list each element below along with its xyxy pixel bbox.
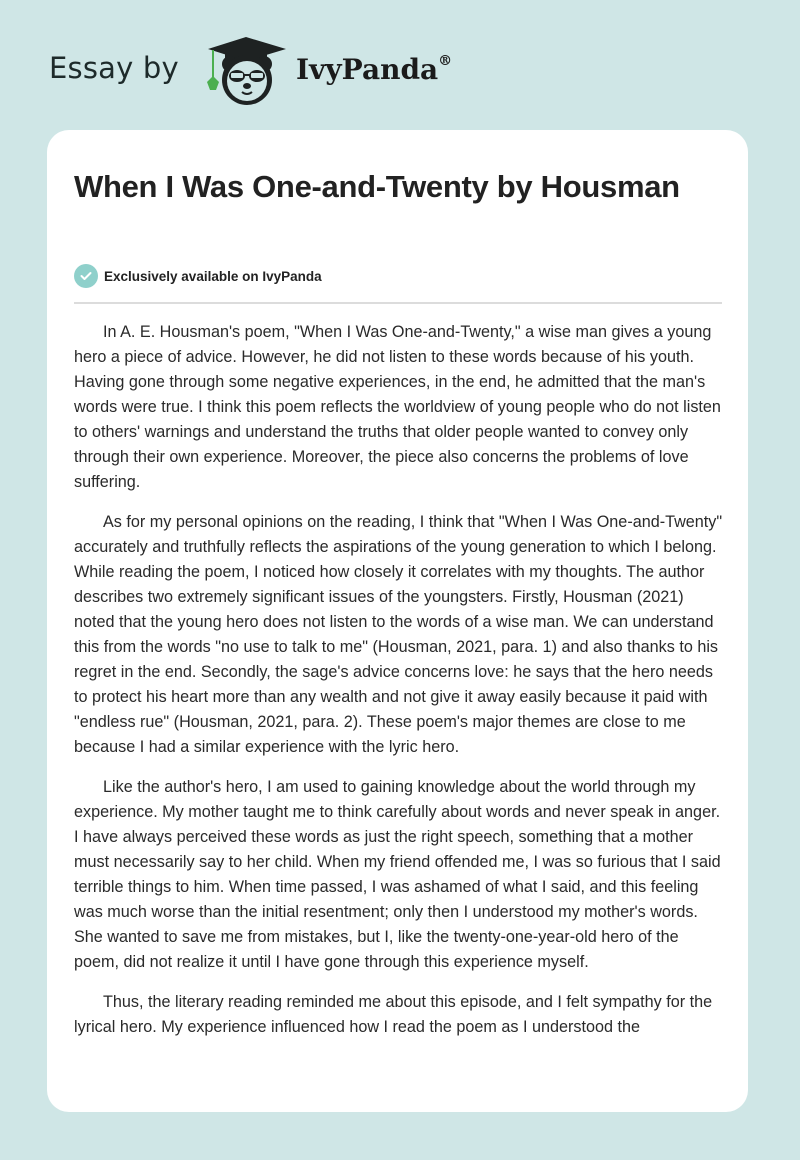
paragraph: Thus, the literary reading reminded me about this episode, and I felt sympathy for the lyrical hero. My experience influenced how I read the poem as I understood the (74, 993, 713, 1036)
check-circle-icon (74, 264, 98, 288)
panda-graduation-cap-icon[interactable] (200, 34, 292, 110)
essay-by-label: Essay by (49, 51, 179, 85)
registered-mark: ® (438, 52, 453, 69)
essay-card (47, 130, 748, 1112)
essay-body (74, 320, 726, 1055)
page-title: When I Was One-and-Twenty by Housman (74, 169, 680, 204)
exclusive-badge (74, 264, 322, 288)
divider (74, 302, 722, 304)
paragraph: In A. E. Housman's poem, "When I Was One-and-Twenty," a wise man gives a young hero a piece of advice. However, he did not listen to these words because of his youth. Having gone through some negative experiences, in the end, he admitted that the man's words were true. I think this poem reflects the worldview of young people who do not listen to others' warnings and understand the truths that older people wanted to convey only through their own experience. Moreover, the piece also concerns the problems of love suffering. (74, 323, 721, 491)
exclusive-label: Exclusively available on IvyPanda (104, 268, 322, 284)
site-header (0, 0, 800, 130)
paragraph: Like the author's hero, I am used to gaining knowledge about the world through my experience. My mother taught me to think carefully about words and never speak in anger. I have always perceived these words as just the right speech, something that a mother must necessarily say to her child. When my friend offended me, I was so furious that I said terrible things to him. When time passed, I was ashamed of what I said, and this feeling was much worse than the initial resentment; only then I understood my mother's words. She wanted to save me from mistakes, but I, like the twenty-one-year-old hero of the poem, did not realize it until I have gone through this experience myself. (74, 778, 721, 971)
brand-name[interactable] (296, 53, 452, 86)
paragraph: As for my personal opinions on the reading, I think that "When I Was One-and-Twenty" accurately and truthfully reflects the aspirations of the young generation to which I belong. While reading the poem, I noticed how closely it correlates with my thoughts. The author describes two extremely significant issues of the youngsters. Firstly, Housman (2021) noted that the young hero does not listen to the words of a wise man. We can understand this from the words "no use to talk to me" (Housman, 2021, para. 1) and also thanks to his regret in the end. Secondly, the sage's advice concerns love: he says that the hero needs to protect his heart more than any wealth and not give it away easily because it paid with "endless rue" (Housman, 2021, para. 2). These poem's major themes are close to me because I had a similar experience with the lyric hero. (74, 513, 723, 756)
brand-text: IvyPanda (296, 53, 439, 86)
